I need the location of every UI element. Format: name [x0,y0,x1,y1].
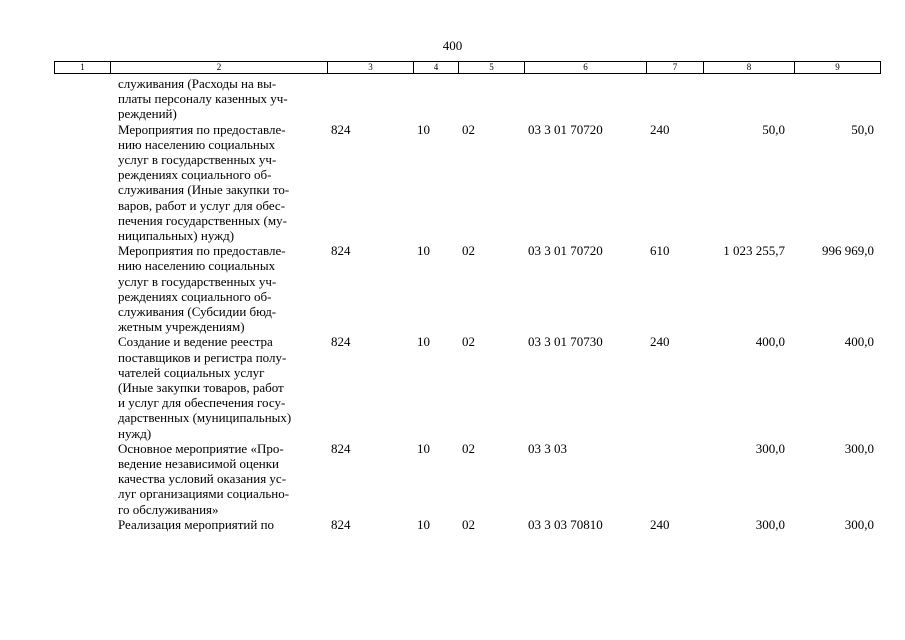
expense-name-line: служивания (Расходы на вы- [118,76,277,91]
expense-name [118,122,333,244]
expense-name-line: платы персоналу казенных уч- [118,91,288,107]
amount-year-2: 300,0 [844,516,874,532]
column-number-2: 2 [111,62,328,74]
subsection-code: 02 [462,516,475,532]
column-number-header [54,61,881,74]
expense-name-line: нию населению социальных [118,136,276,152]
table-row [0,441,905,517]
amount-year-1: 400,0 [755,334,785,350]
expense-name-line: нужд) [118,425,152,441]
expense-name [118,76,333,122]
expense-name [118,517,333,532]
expense-name-line: ведение независимой оценки [118,456,279,472]
department-code: 824 [331,121,351,137]
amount-year-2: 50,0 [851,121,874,137]
subsection-code: 02 [462,121,475,137]
expense-name-line: дарственных (муниципальных) [118,410,292,426]
column-number-8: 8 [704,62,795,74]
target-article-code: 03 3 03 70810 [528,516,603,532]
expense-name-line: ниципальных) нужд) [118,228,235,244]
column-number-6: 6 [525,62,647,74]
amount-year-2: 400,0 [844,334,874,350]
section-code: 10 [417,516,430,532]
expense-name-line: качества условий оказания ус- [118,471,287,487]
table-row [0,76,905,122]
expense-name [118,441,333,517]
expense-name [118,243,333,334]
budget-table-body [0,76,905,532]
expense-name-line: служивания (Иные закупки то- [118,182,290,198]
expense-name-line: поставщиков и регистра полу- [118,349,287,365]
expense-name-line: реждений) [118,106,177,122]
department-code: 824 [331,243,351,259]
amount-year-2: 996 969,0 [822,243,874,259]
expense-name-line: услуг в государственных уч- [118,273,277,289]
expense-name-line: Основное мероприятие «Про- [118,440,284,456]
expense-name-line: реждениях социального об- [118,288,272,304]
expense-name-line: Мероприятия по предоставле- [118,243,286,259]
page-number: 400 [442,38,463,53]
expense-name-line: го обслуживания» [118,501,219,517]
expense-name-line: реждениях социального об- [118,167,272,183]
department-code: 824 [331,334,351,350]
column-number-5: 5 [459,62,525,74]
expense-type-code: 240 [650,121,670,137]
expense-name-line: Реализация мероприятий по [118,516,275,532]
column-number-3: 3 [328,62,414,74]
expense-type-code: 610 [650,243,670,259]
expense-name-line: услуг в государственных уч- [118,152,277,168]
column-number-9: 9 [795,62,881,74]
expense-name-line: чателей социальных услуг [118,364,265,380]
department-code: 824 [331,440,351,456]
amount-year-1: 50,0 [762,121,785,137]
expense-name-line: луг организациями социально- [118,486,290,502]
column-number-4: 4 [414,62,459,74]
target-article-code: 03 3 01 70730 [528,334,603,350]
section-code: 10 [417,334,430,350]
expense-type-code: 240 [650,516,670,532]
table-row [0,243,905,334]
amount-year-1: 300,0 [755,440,785,456]
table-row [0,122,905,244]
subsection-code: 02 [462,243,475,259]
expense-name [118,334,333,440]
target-article-code: 03 3 01 70720 [528,121,603,137]
section-code: 10 [417,243,430,259]
table-row [0,517,905,532]
expense-name-line: служивания (Субсидии бюд- [118,304,277,320]
expense-name-line: и услуг для обеспечения госу- [118,395,286,411]
column-number-1: 1 [55,62,111,74]
expense-name-line: жетным учреждениям) [118,319,245,335]
amount-year-2: 300,0 [844,440,874,456]
column-number-7: 7 [647,62,704,74]
amount-year-1: 1 023 255,7 [723,243,785,259]
expense-name-line: варов, работ и услуг для обес- [118,197,286,213]
expense-name-line: Создание и ведение реестра [118,334,273,350]
amount-year-1: 300,0 [755,516,785,532]
subsection-code: 02 [462,334,475,350]
table-row [0,334,905,440]
subsection-code: 02 [462,440,475,456]
expense-name-line: нию населению социальных [118,258,276,274]
expense-name-line: Мероприятия по предоставле- [118,121,286,137]
expense-type-code: 240 [650,334,670,350]
section-code: 10 [417,440,430,456]
target-article-code: 03 3 01 70720 [528,243,603,259]
section-code: 10 [417,121,430,137]
expense-name-line: печения государственных (му- [118,212,287,228]
expense-name-line: (Иные закупки товаров, работ [118,380,284,396]
department-code: 824 [331,516,351,532]
target-article-code: 03 3 03 [528,440,567,456]
